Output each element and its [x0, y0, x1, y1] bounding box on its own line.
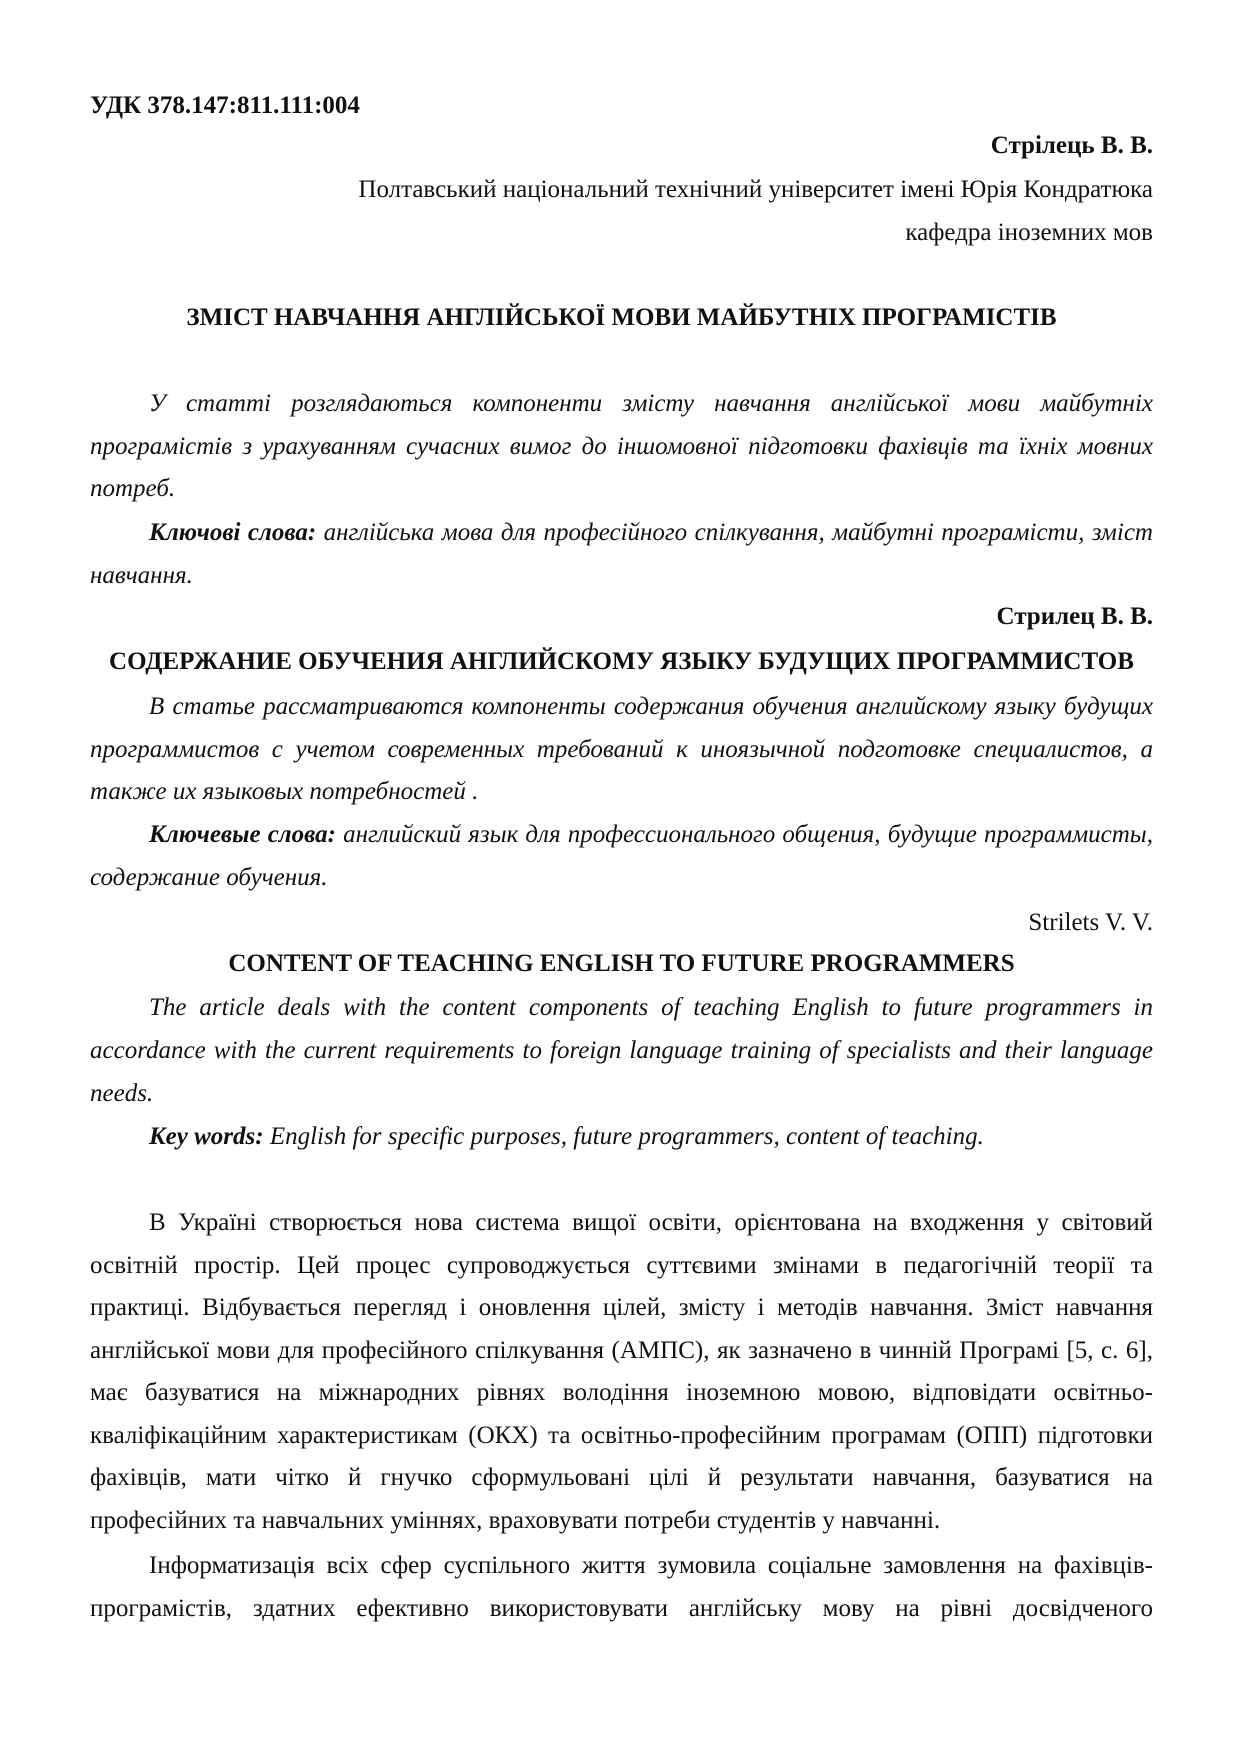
abstract-ua-line: програмістів з урахуванням сучасних вимог до іншомовної підготовки фахівців та їхніх мовних — [90, 433, 1153, 460]
keywords-ru-line: содержание обучения. — [90, 864, 328, 891]
body-line: англійської мови для професійного спілкування (АМПС), як зазначено в чинній Програмі [5, с. 6], — [90, 1337, 1153, 1364]
keywords-label: Key words: — [149, 1123, 264, 1150]
body-line: кваліфікаційним характеристикам (ОКХ) та освітньо-професійним програмам (ОПП) підготовки — [90, 1422, 1153, 1449]
keywords-text: англійська мова для професійного спілкування, майбутні програмісти, зміст — [316, 519, 1153, 546]
title-ru: СОДЕРЖАНИЕ ОБУЧЕНИЯ АНГЛИЙСКОМУ ЯЗЫКУ БУДУЩИХ ПРОГРАММИСТОВ — [109, 648, 1134, 675]
keywords-label: Ключевые слова: — [149, 821, 336, 848]
keywords-ua-line: навчання. — [90, 562, 193, 589]
body-line: практиці. Відбувається перегляд і оновлення цілей, змісту і методів навчання. Зміст навчання — [90, 1294, 1153, 1321]
keywords-label: Ключові слова: — [149, 519, 317, 546]
keywords-ua — [149, 517, 1153, 549]
author-en: Strilets V. V. — [1028, 909, 1153, 936]
abstract-ua-line: У статті розглядаються компоненти змісту навчання англійської мови майбутніх — [149, 390, 1153, 417]
keywords-text: английский язык для профессионального общения, будущие программисты, — [335, 821, 1153, 848]
author-ru: Стрилец В. В. — [996, 603, 1153, 630]
abstract-en-line: The article deals with the content components of teaching English to future programmers in — [149, 994, 1153, 1021]
title-en: CONTENT OF TEACHING ENGLISH TO FUTURE PROGRAMMERS — [228, 950, 1015, 977]
body-line: В Україні створюється нова система вищої освіти, орієнтована на входження у світовий — [149, 1209, 1153, 1236]
abstract-en-line: needs. — [90, 1080, 154, 1107]
abstract-en-line: accordance with the current requirements to foreign language training of specialists and their language — [90, 1037, 1153, 1064]
title-ua: ЗМІСТ НАВЧАННЯ АНГЛІЙСЬКОЇ МОВИ МАЙБУТНІХ ПРОГРАМІСТІВ — [186, 304, 1057, 331]
abstract-ru-line: В статье рассматриваются компоненты содержания обучения английскому языку будущих — [149, 693, 1153, 720]
body-line: Інформатизація всіх сфер суспільного життя зумовила соціальне замовлення на фахівців- — [149, 1552, 1153, 1579]
department: кафедра іноземних мов — [905, 219, 1153, 246]
abstract-ua-line: потреб. — [90, 475, 176, 502]
keywords-ru — [149, 819, 1153, 851]
body-line: фахівців, мати чітко й гнучко сформульовані цілі й результати навчання, базуватися на — [90, 1464, 1153, 1491]
abstract-ru-line: программистов с учетом современных требований к иноязычной подготовке специалистов, а — [90, 736, 1153, 763]
body-line: програмістів, здатних ефективно використовувати англійську мову на рівні досвідченого — [90, 1595, 1153, 1622]
body-line: освітній простір. Цей процес супроводжується суттєвими змінами в педагогічній теорії та — [90, 1252, 1153, 1279]
abstract-ru-line: также их языковых потребностей . — [90, 778, 479, 805]
body-line: професійних та навчальних уміннях, враховувати потреби студентів у навчанні. — [90, 1507, 941, 1534]
affiliation: Полтавський національний технічний університет імені Юрія Кондратюка — [358, 176, 1153, 203]
body-line: має базуватися на міжнародних рівнях володіння іноземною мовою, відповідати освітньо- — [90, 1379, 1153, 1406]
keywords-en — [149, 1121, 1153, 1153]
author-ua: Стрілець В. В. — [990, 132, 1153, 159]
keywords-text: English for specific purposes, future programmers, content of teaching. — [263, 1123, 984, 1150]
udk-code: УДК 378.147:811.111:004 — [90, 92, 360, 119]
